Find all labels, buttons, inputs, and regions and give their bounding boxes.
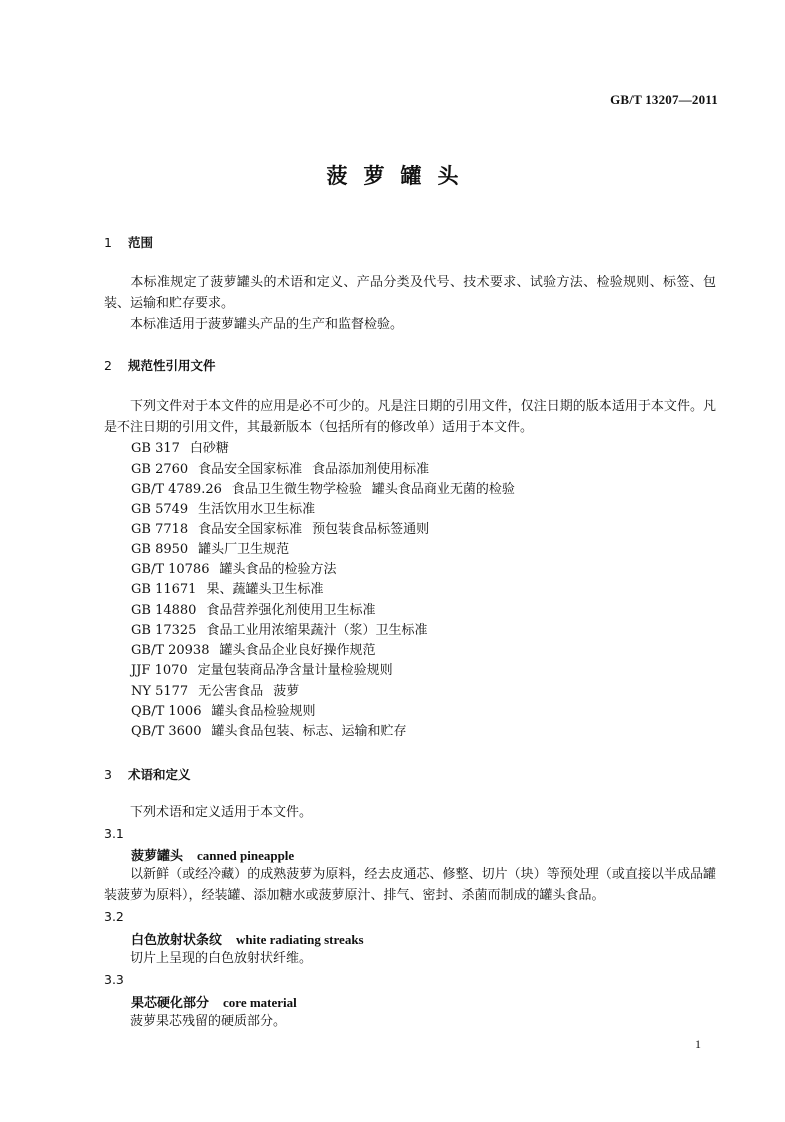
- reference-item: GB/T 4789.26 食品卫生微生物学检验 罐头食品商业无菌的检验: [131, 482, 515, 497]
- document-title: 菠萝罐头: [326, 164, 475, 188]
- reference-item: GB 14880 食品营养强化剂使用卫生标准: [131, 603, 376, 618]
- term-definition: [104, 864, 716, 906]
- reference-item: JJF 1070 定量包装商品净含量计量检验规则: [131, 663, 393, 678]
- term-number: 3.3: [104, 972, 124, 987]
- reference-item: GB 317 白砂糖: [131, 441, 229, 456]
- section-title: 术语和定义: [128, 767, 191, 782]
- paragraph-text: 下列术语和定义适用于本文件。: [130, 805, 313, 820]
- section-number: 3: [104, 767, 112, 782]
- reference-item: GB/T 20938 罐头食品企业良好操作规范: [131, 643, 376, 658]
- reference-item: GB 5749 生活饮用水卫生标准: [131, 502, 316, 517]
- term-heading: 白色放射状条纹 white radiating streaks: [131, 932, 364, 948]
- section-number: 2: [104, 358, 112, 373]
- page-number: 1: [695, 1037, 701, 1051]
- term-number: 3.1: [104, 826, 124, 841]
- reference-item: QB/T 3600 罐头食品包装、标志、运输和贮存: [131, 724, 407, 739]
- paragraph-text: 菠萝果芯残留的硬质部分。: [130, 1014, 287, 1029]
- reference-item: GB 2760 食品安全国家标准 食品添加剂使用标准: [131, 462, 430, 477]
- section-title: 范围: [128, 235, 154, 250]
- paragraph-text: 切片上呈现的白色放射状纤维。: [130, 951, 313, 966]
- paragraph-text: 本标准适用于菠萝罐头产品的生产和监督检验。: [130, 317, 404, 332]
- reference-item: GB/T 10786 罐头食品的检验方法: [131, 562, 337, 577]
- paragraph-text: 以新鲜（或经冷藏）的成熟菠萝为原料，经去皮通芯、修整、切片（块）等预处理（或直接以半成品罐装菠萝为原料），经装罐、添加糖水或菠萝原汁、排气、密封、杀菌而制成的罐头食品。: [104, 867, 716, 903]
- reference-item: GB 8950 罐头厂卫生规范: [131, 542, 290, 557]
- term-definition: [104, 1011, 716, 1032]
- reference-item: QB/T 1006 罐头食品检验规则: [131, 704, 316, 719]
- section-1-paragraph-1: [104, 272, 716, 314]
- section-number: 1: [104, 235, 112, 250]
- term-number: 3.2: [104, 909, 124, 924]
- section-2-heading: [104, 356, 216, 374]
- paragraph-text: 下列文件对于本文件的应用是必不可少的。凡是注日期的引用文件，仅注日期的版本适用于本文件。凡是不注日期的引用文件，其最新版本（包括所有的修改单）适用于本文件。: [104, 399, 716, 435]
- standard-code: GB/T 13207—2011: [610, 92, 718, 107]
- section-1-heading: [104, 233, 153, 251]
- reference-item: GB 17325 食品工业用浓缩果蔬汁（浆）卫生标准: [131, 623, 428, 638]
- term-heading: 菠萝罐头 canned pineapple: [131, 848, 295, 864]
- reference-item: NY 5177 无公害食品 菠萝: [131, 684, 300, 699]
- term-definition: [104, 948, 716, 969]
- paragraph-text: 本标准规定了菠萝罐头的术语和定义、产品分类及代号、技术要求、试验方法、检验规则、标签、包装、运输和贮存要求。: [104, 275, 716, 311]
- reference-item: GB 11671 果、蔬罐头卫生标准: [131, 582, 324, 597]
- reference-item: GB 7718 食品安全国家标准 预包装食品标签通则: [131, 522, 430, 537]
- section-title: 规范性引用文件: [128, 358, 216, 373]
- section-3-intro: [104, 802, 716, 823]
- section-3-heading: [104, 765, 191, 783]
- term-heading: 果芯硬化部分 core material: [131, 995, 297, 1011]
- section-1-paragraph-2: [104, 314, 716, 335]
- section-2-intro: [104, 396, 716, 438]
